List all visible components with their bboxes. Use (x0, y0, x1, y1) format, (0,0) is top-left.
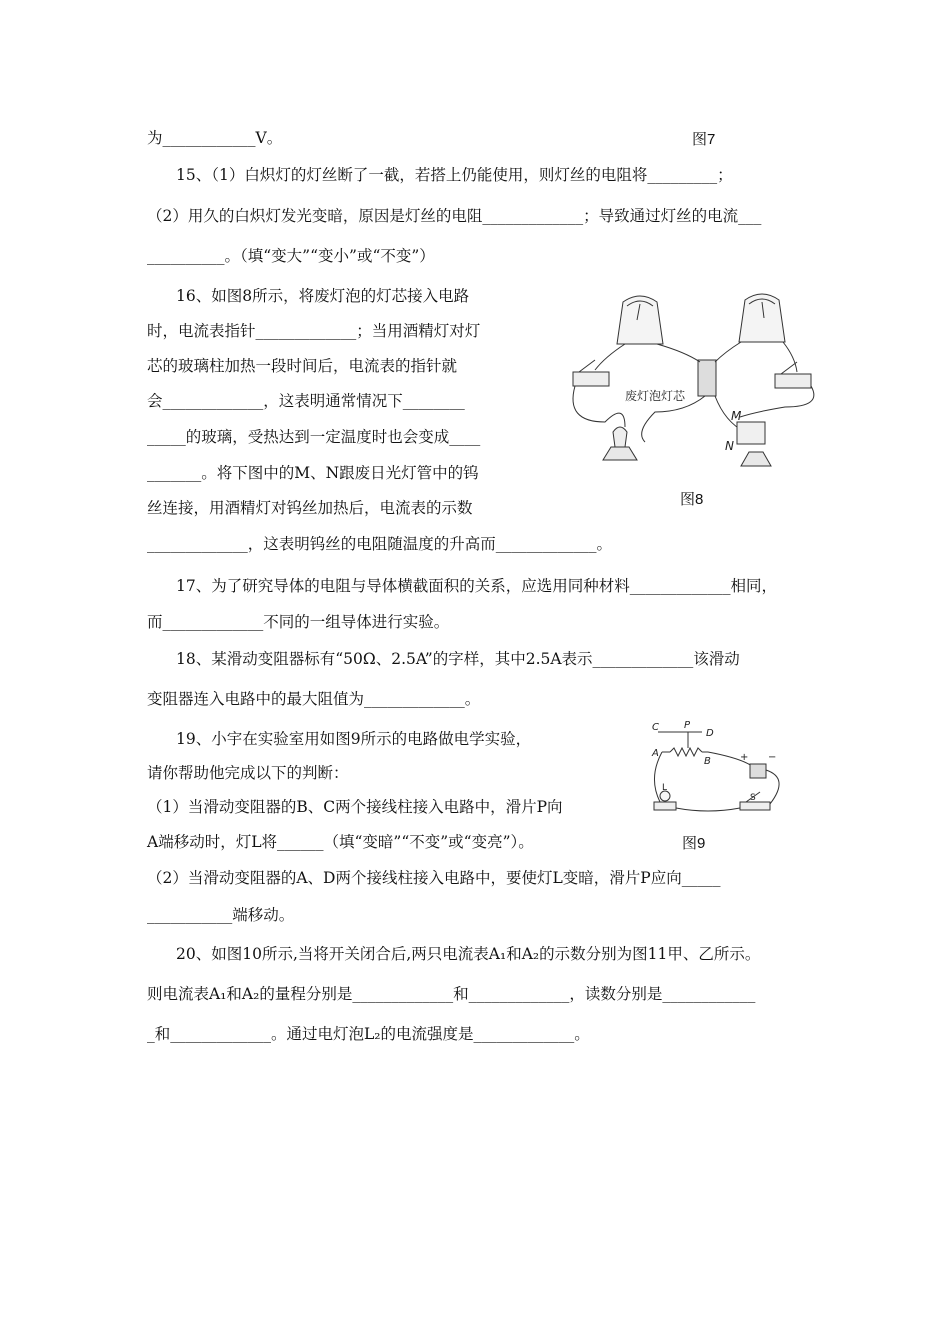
fig9-d-label: D (706, 728, 714, 739)
figure-8-drawing (565, 282, 825, 482)
text-line-5: 时，电流表指针_____________；当用酒精灯对灯 (147, 322, 481, 340)
fig8-m-label: M (731, 409, 742, 423)
fig9-a-label: A (652, 748, 659, 759)
fig9-l-label: L (662, 783, 668, 793)
text-line-9: _______。将下图中的M、N跟废日光灯管中的钨 (147, 464, 479, 482)
text-line-6: 芯的玻璃柱加热一段时间后，电流表的指针就 (147, 357, 458, 375)
fig9-s-label: S (750, 793, 756, 803)
figure-9-caption: 图9 (682, 835, 706, 852)
figure-8-caption: 图8 (680, 491, 704, 508)
text-line-4: 16、如图8所示，将废灯泡的灯芯接入电路 (176, 287, 470, 305)
fig8-core-label: 废灯泡灯芯 (625, 389, 686, 403)
text-line-14: 18、某滑动变阻器标有“50Ω、2.5A”的字样，其中2.5A表示_____________该滑动 (176, 650, 740, 668)
fig9-minus-label: − (768, 752, 777, 763)
text-line-15: 变阻器连入电路中的最大阻值为_____________。 (147, 690, 481, 708)
fig9-c-label: C (652, 722, 659, 733)
text-line-13: 而_____________不同的一组导体进行实验。 (147, 613, 450, 631)
text-line-21: ___________端移动。 (147, 906, 295, 924)
text-line-23: 则电流表A₁和A₂的量程分别是_____________和_____________，读数分别是____________ (147, 985, 756, 1003)
text-line-18: （1）当滑动变阻器的B、C两个接线柱接入电路中，滑片P向 (147, 798, 563, 816)
text-line-3: __________。（填“变大”“变小”或“不变”） (147, 247, 435, 265)
text-line-1: 15、（1）白炽灯的灯丝断了一截，若搭上仍能使用，则灯丝的电阻将_________； (176, 166, 733, 184)
text-line-16: 19、小宇在实验室用如图9所示的电路做电学实验， (176, 730, 532, 748)
text-line-2: （2）用久的白炽灯发光变暗，原因是灯丝的电阻_____________；导致通过灯丝的电流___ (147, 207, 762, 225)
text-line-22: 20、如图10所示,当将开关闭合后,两只电流表A₁和A₂的示数分别为图11甲、乙所示。 (176, 945, 761, 963)
text-line-24: _和_____________。通过电灯泡L₂的电流强度是_____________。 (147, 1025, 590, 1043)
figure-9-drawing (640, 718, 820, 826)
fig9-b-label: B (704, 756, 711, 767)
text-line-7: 会_____________，这表明通常情况下________ (147, 392, 465, 410)
text-line-12: 17、为了研究导体的电阻与导体横截面积的关系，应选用同种材料_____________相同， (176, 577, 777, 595)
text-line-10: 丝连接，用酒精灯对钨丝加热后，电流表的示数 (147, 499, 473, 517)
text-line-11: _____________，这表明钨丝的电阻随温度的升高而_____________。 (147, 535, 613, 553)
text-line-17: 请你帮助他完成以下的判断： (147, 764, 349, 782)
figure-9-circuit (640, 718, 820, 826)
figure-8-circuit (565, 282, 825, 482)
text-line-20: （2）当滑动变阻器的A、D两个接线柱接入电路中，要使灯L变暗，滑片P应向_____ (147, 869, 721, 887)
text-line-0: 为____________V。 (147, 129, 283, 147)
text-line-8: _____的玻璃，受热达到一定温度时也会变成____ (147, 428, 481, 446)
text-line-19: A端移动时，灯L将______（填“变暗”“不变”或“变亮”）。 (147, 833, 534, 851)
figure-7-caption: 图7 (692, 131, 716, 148)
fig9-plus-label: + (740, 752, 749, 763)
fig9-p-label: P (684, 720, 691, 731)
fig8-n-label: N (725, 439, 734, 453)
